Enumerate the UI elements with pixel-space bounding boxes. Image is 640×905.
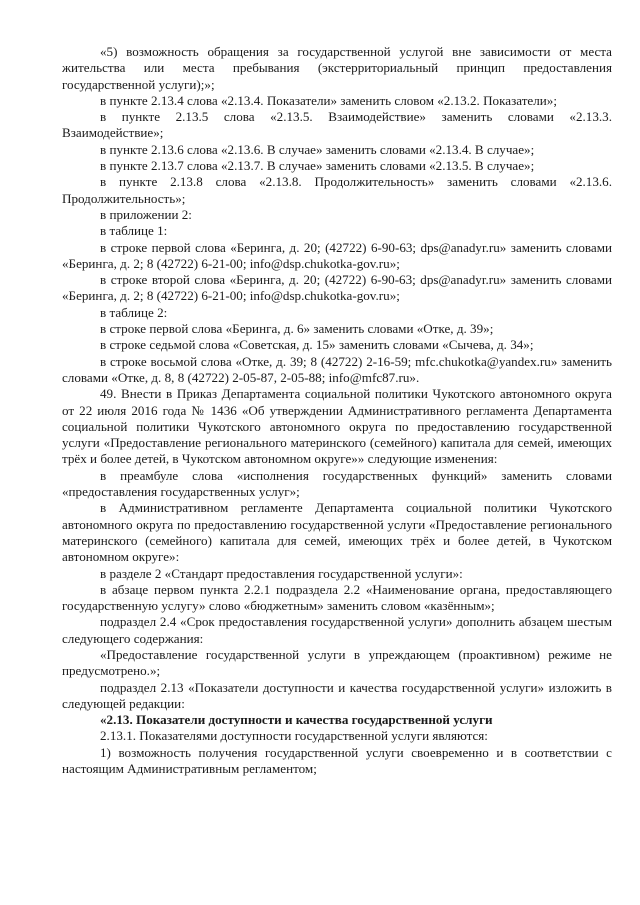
paragraph: в пункте 2.13.7 слова «2.13.7. В случае» заменить словами «2.13.5. В случае»; xyxy=(100,158,535,174)
paragraph: в абзаце первом пункта 2.2.1 подраздела 2.2 «Наименование органа, предоставляющего государственную услугу» слово «бюджетным» заменить словом «казённым»; xyxy=(62,581,612,614)
paragraph: в пункте 2.13.6 слова «2.13.6. В случае» заменить словами «2.13.4. В случае»; xyxy=(100,141,535,157)
paragraph: в пункте 2.13.4 слова «2.13.4. Показатели» заменить словом «2.13.2. Показатели»; xyxy=(100,92,557,108)
paragraph: в приложении 2: xyxy=(100,206,192,222)
paragraph: в Административном регламенте Департамента социальной политики Чукотского автономного округа по предоставлению государственной услуги «Предоставление регионального материнского (семейного) капитала для семей, имеющих трёх и более детей, в Чукотском автономном округе»: xyxy=(62,500,612,565)
paragraph: 1) возможность получения государственной услуги своевременно и в соответствии с настоящим Административным регламентом; xyxy=(62,744,612,777)
paragraph: в строке седьмой слова «Советская, д. 15» заменить словами «Сычева, д. 34»; xyxy=(100,337,534,353)
section-heading: «2.13. Показатели доступности и качества государственной услуги xyxy=(100,712,493,728)
paragraph: в строке первой слова «Беринга, д. 20; (42722) 6-90-63; dps@anadyr.ru» заменить словами «Беринга, д. 2; 8 (42722) 6-21-00; info@dsp.chukotka-gov.ru»; xyxy=(62,239,612,271)
paragraph: в строке второй слова «Беринга, д. 20; (42722) 6-90-63; dps@anadyr.ru» заменить словами «Беринга, д. 2; 8 (42722) 6-21-00; info@dsp.chukotka-gov.ru»; xyxy=(62,272,612,304)
paragraph: в пункте 2.13.5 слова «2.13.5. Взаимодействие» заменить словами «2.13.3. Взаимодействие»; xyxy=(62,109,612,141)
paragraph: в пункте 2.13.8 слова «2.13.8. Продолжительность» заменить словами «2.13.6. Продолжительность»; xyxy=(62,174,612,206)
paragraph: в таблице 1: xyxy=(100,223,168,239)
paragraph: подраздел 2.13 «Показатели доступности и качества государственной услуги» изложить в следующей редакции: xyxy=(62,679,612,711)
paragraph: подраздел 2.4 «Срок предоставления государственной услуги» дополнить абзацем шестым следующего содержания: xyxy=(62,614,612,646)
paragraph: 49. Внести в Приказ Департамента социальной политики Чукотского автономного округа от 22 июля 2016 года № 1436 «Об утверждении Административного регламента Департамента социальной политики Чукотского автономного округа по предоставлению государственной услуги «Предоставление регионального материнского (семейного) капитала для семей, имеющих трёх и более детей, в Чукотском автономном округе»» следующие изменения: xyxy=(62,386,612,467)
paragraph: в преамбуле слова «исполнения государственных функций» заменить словами «предоставления государственных услуг»; xyxy=(62,467,612,500)
paragraph: в таблице 2: xyxy=(100,304,168,320)
paragraph: в строке восьмой слова «Отке, д. 39; 8 (42722) 2-16-59; mfc.chukotka@yandex.ru» заменить словами «Отке, д. 8, 8 (42722) 2-05-87, 2-05-88; info@mfc87.ru». xyxy=(62,353,612,385)
document-body xyxy=(62,44,612,777)
paragraph: 2.13.1. Показателями доступности государственной услуги являются: xyxy=(100,728,488,744)
paragraph: «5) возможность обращения за государственной услугой вне зависимости от места жительства или места пребывания (экстерриториальный принцип предоставления государственной услуги);»; xyxy=(62,44,612,92)
paragraph: «Предоставление государственной услуги в упреждающем (проактивном) режиме не предусмотрено.»; xyxy=(62,646,612,679)
paragraph: в разделе 2 «Стандарт предоставления государственной услуги»: xyxy=(100,565,463,581)
paragraph: в строке первой слова «Беринга, д. 6» заменить словами «Отке, д. 39»; xyxy=(100,321,494,337)
